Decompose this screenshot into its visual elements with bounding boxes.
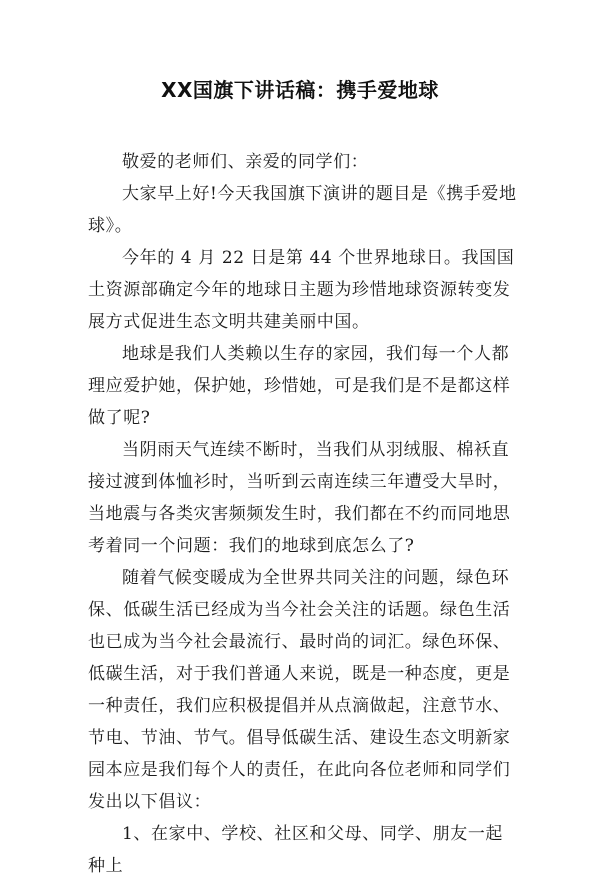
page-title: XX国旗下讲话稿：携手爱地球 [161,78,439,102]
paragraph-weather: 当阴雨天气连续不断时，当我们从羽绒服、棉袄直接过渡到体恤衫时，当听到云南连续三年遭受大旱时，当地震与各类灾害频频发生时，我们都在不约而同地思考着同一个问题：我们的地球到底怎么了? [88,440,511,556]
paragraph-proposal-1: 1、在家中、学校、社区和父母、同学、朋友一起种上 [88,824,504,876]
paragraph-greeting: 敬爱的老师们、亲爱的同学们： [122,152,369,172]
paragraph-home: 地球是我们人类赖以生存的家园，我们每一个人都理应爱护她，保护她，珍惜她，可是我们是不是都这样做了呢? [88,344,511,428]
paragraph-low-carbon: 随着气候变暖成为全世界共同关注的问题，绿色环保、低碳生活已经成为当今社会关注的话题。绿色生活也已成为当今社会最流行、最时尚的词汇。绿色环保、低碳生活，对于我们普通人来说，既是一种态度，更是一种责任，我们应积极提倡并从点滴做起，注意节水、节电、节油、节气。倡导低碳生活、建设生态文明新家园本应是我们每个人的责任，在此向各位老师和同学们发出以下倡议： [88,568,511,812]
paragraph-intro: 大家早上好!今天我国旗下演讲的题目是《携手爱地球》。 [88,184,517,236]
document-body [88,146,520,882]
paragraph-earth-day: 今年的 4 月 22 日是第 44 个世界地球日。我国国土资源部确定今年的地球日主题为珍惜地球资源转变发展方式促进生态文明共建美丽中国。 [88,248,515,332]
